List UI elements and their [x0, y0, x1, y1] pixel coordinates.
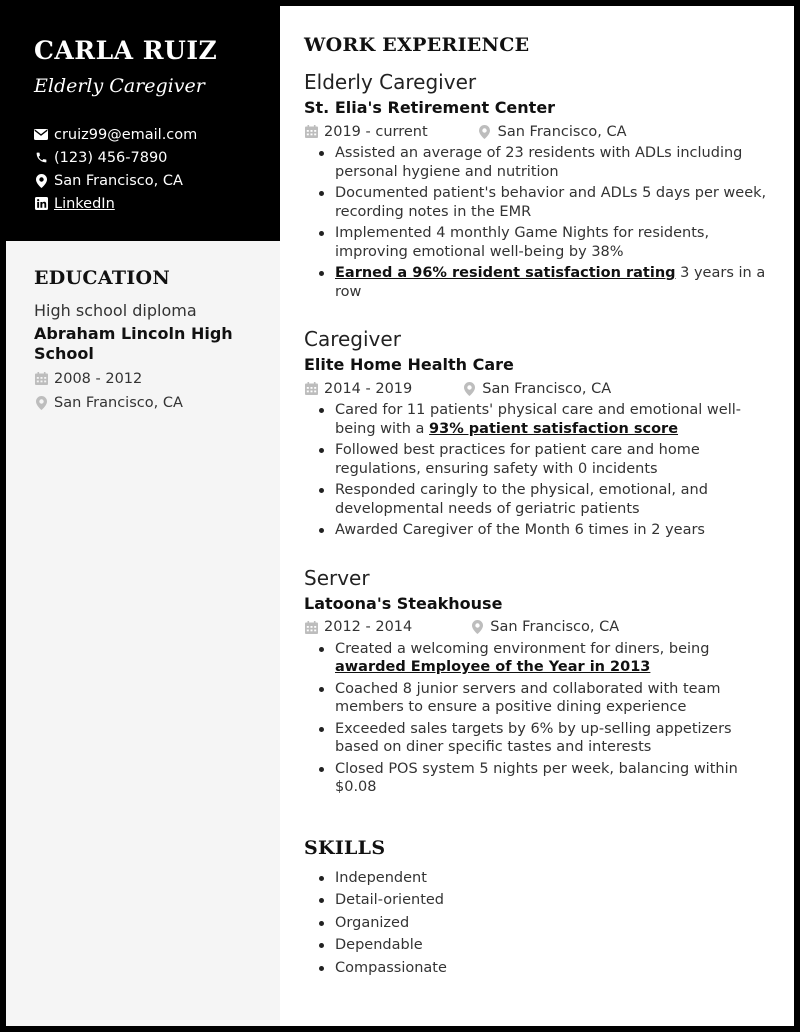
list-item: Detail-oriented — [316, 891, 774, 910]
job-dates-text: 2019 - current — [324, 123, 428, 140]
list-item: Coached 8 junior servers and collaborated with team members to ensure a positive dining experience — [316, 680, 774, 717]
contact-email[interactable] — [34, 123, 260, 146]
list-item: Documented patient's behavior and ADLs 5 days per week, recording notes in the EMR — [316, 184, 774, 221]
job-entry — [304, 70, 774, 301]
job-title: Server — [304, 565, 370, 590]
job-dates — [304, 619, 412, 635]
job-company: St. Elia's Retirement Center — [304, 98, 556, 117]
education-heading: EDUCATION — [34, 267, 170, 289]
education-degree: High school diploma — [34, 301, 197, 320]
education-section — [6, 241, 280, 412]
job-company: Elite Home Health Care — [304, 355, 514, 374]
list-item: Independent — [316, 869, 774, 888]
linkedin-icon — [34, 197, 48, 211]
candidate-title: Elderly Caregiver — [34, 75, 205, 97]
education-school: Abraham Lincoln High School — [34, 324, 233, 363]
map-pin-icon — [34, 174, 48, 188]
job-meta — [304, 618, 774, 637]
list-item: Responded caringly to the physical, emotional, and developmental needs of geriatric patients — [316, 481, 774, 518]
header-block — [6, 6, 280, 241]
sidebar — [6, 6, 280, 1026]
highlight-text: 93% patient satisfaction score — [429, 420, 679, 437]
job-location — [478, 124, 627, 140]
job-meta — [304, 122, 774, 141]
job-location — [470, 619, 619, 635]
list-item: Created a welcoming environment for diners, being awarded Employee of the Year in 2013 — [316, 640, 774, 677]
contact-phone[interactable] — [34, 146, 260, 169]
job-title: Caregiver — [304, 327, 401, 351]
list-item: Closed POS system 5 nights per week, balancing within $0.08 — [316, 760, 774, 797]
work-experience-heading: WORK EXPERIENCE — [304, 34, 530, 56]
job-dates — [304, 381, 412, 397]
list-item: Cared for 11 patients' physical care and emotional well-being with a 93% patient satisfaction score — [316, 401, 774, 438]
list-item: Assisted an average of 23 residents with ADLs including personal hygiene and nutrition — [316, 144, 774, 181]
list-item: Implemented 4 monthly Game Nights for residents, improving emotional well-being by 38% — [316, 224, 774, 261]
job-dates — [304, 124, 428, 140]
contact-list — [34, 123, 260, 215]
job-location-text: San Francisco, CA — [497, 123, 627, 140]
main-column — [280, 6, 794, 1026]
map-pin-icon — [462, 382, 476, 396]
phone-icon — [34, 151, 48, 165]
location-text: San Francisco, CA — [54, 172, 183, 189]
job-dates-text: 2014 - 2019 — [324, 380, 413, 397]
calendar-icon — [304, 125, 318, 139]
list-item: Dependable — [316, 936, 774, 955]
education-dates — [34, 369, 260, 388]
email-text: cruiz99@email.com — [54, 126, 198, 143]
work-experience-section — [304, 34, 774, 797]
calendar-icon — [34, 372, 48, 386]
job-dates-text: 2012 - 2014 — [324, 619, 413, 635]
education-dates-text: 2008 - 2012 — [54, 370, 143, 387]
skills-section — [304, 837, 774, 978]
envelope-icon — [34, 128, 48, 142]
highlight-text: Earned a 96% resident satisfaction rating — [335, 265, 676, 281]
contact-linkedin[interactable] — [34, 192, 260, 215]
candidate-name: CARLA RUIZ — [34, 36, 218, 65]
job-bullets — [304, 401, 774, 540]
list-item: Compassionate — [316, 959, 774, 978]
list-item: Exceeded sales targets by 6% by up-selling appetizers based on diner specific tastes and interests — [316, 720, 774, 757]
list-item: Earned a 96% resident satisfaction rating 3 years in a row — [316, 264, 774, 301]
calendar-icon — [304, 620, 318, 634]
skills-list — [304, 869, 774, 978]
map-pin-icon — [478, 125, 492, 139]
job-location-text: San Francisco, CA — [482, 380, 612, 397]
job-company: Latoona's Steakhouse — [304, 593, 503, 613]
highlight-text: awarded Employee of the Year in 2013 — [335, 659, 651, 675]
calendar-icon — [304, 382, 318, 396]
job-meta — [304, 379, 774, 398]
education-location — [34, 393, 260, 412]
job-title: Elderly Caregiver — [304, 70, 477, 94]
map-pin-icon — [470, 620, 484, 634]
map-pin-icon — [34, 396, 48, 410]
education-location-text: San Francisco, CA — [54, 394, 183, 411]
resume-sheet — [6, 6, 794, 1026]
job-bullets — [304, 640, 774, 797]
job-entry — [304, 327, 774, 540]
contact-location — [34, 169, 260, 192]
job-bullets — [304, 144, 774, 301]
phone-text: (123) 456-7890 — [54, 149, 168, 166]
list-item: Followed best practices for patient care and home regulations, ensuring safety with 0 incidents — [316, 441, 774, 478]
job-location — [462, 381, 611, 397]
skills-heading: SKILLS — [304, 836, 386, 859]
list-item: Awarded Caregiver of the Month 6 times in 2 years — [316, 521, 774, 540]
job-location-text: San Francisco, CA — [490, 619, 620, 635]
job-entry — [304, 566, 774, 797]
linkedin-link[interactable]: LinkedIn — [54, 195, 115, 212]
list-item: Organized — [316, 914, 774, 933]
